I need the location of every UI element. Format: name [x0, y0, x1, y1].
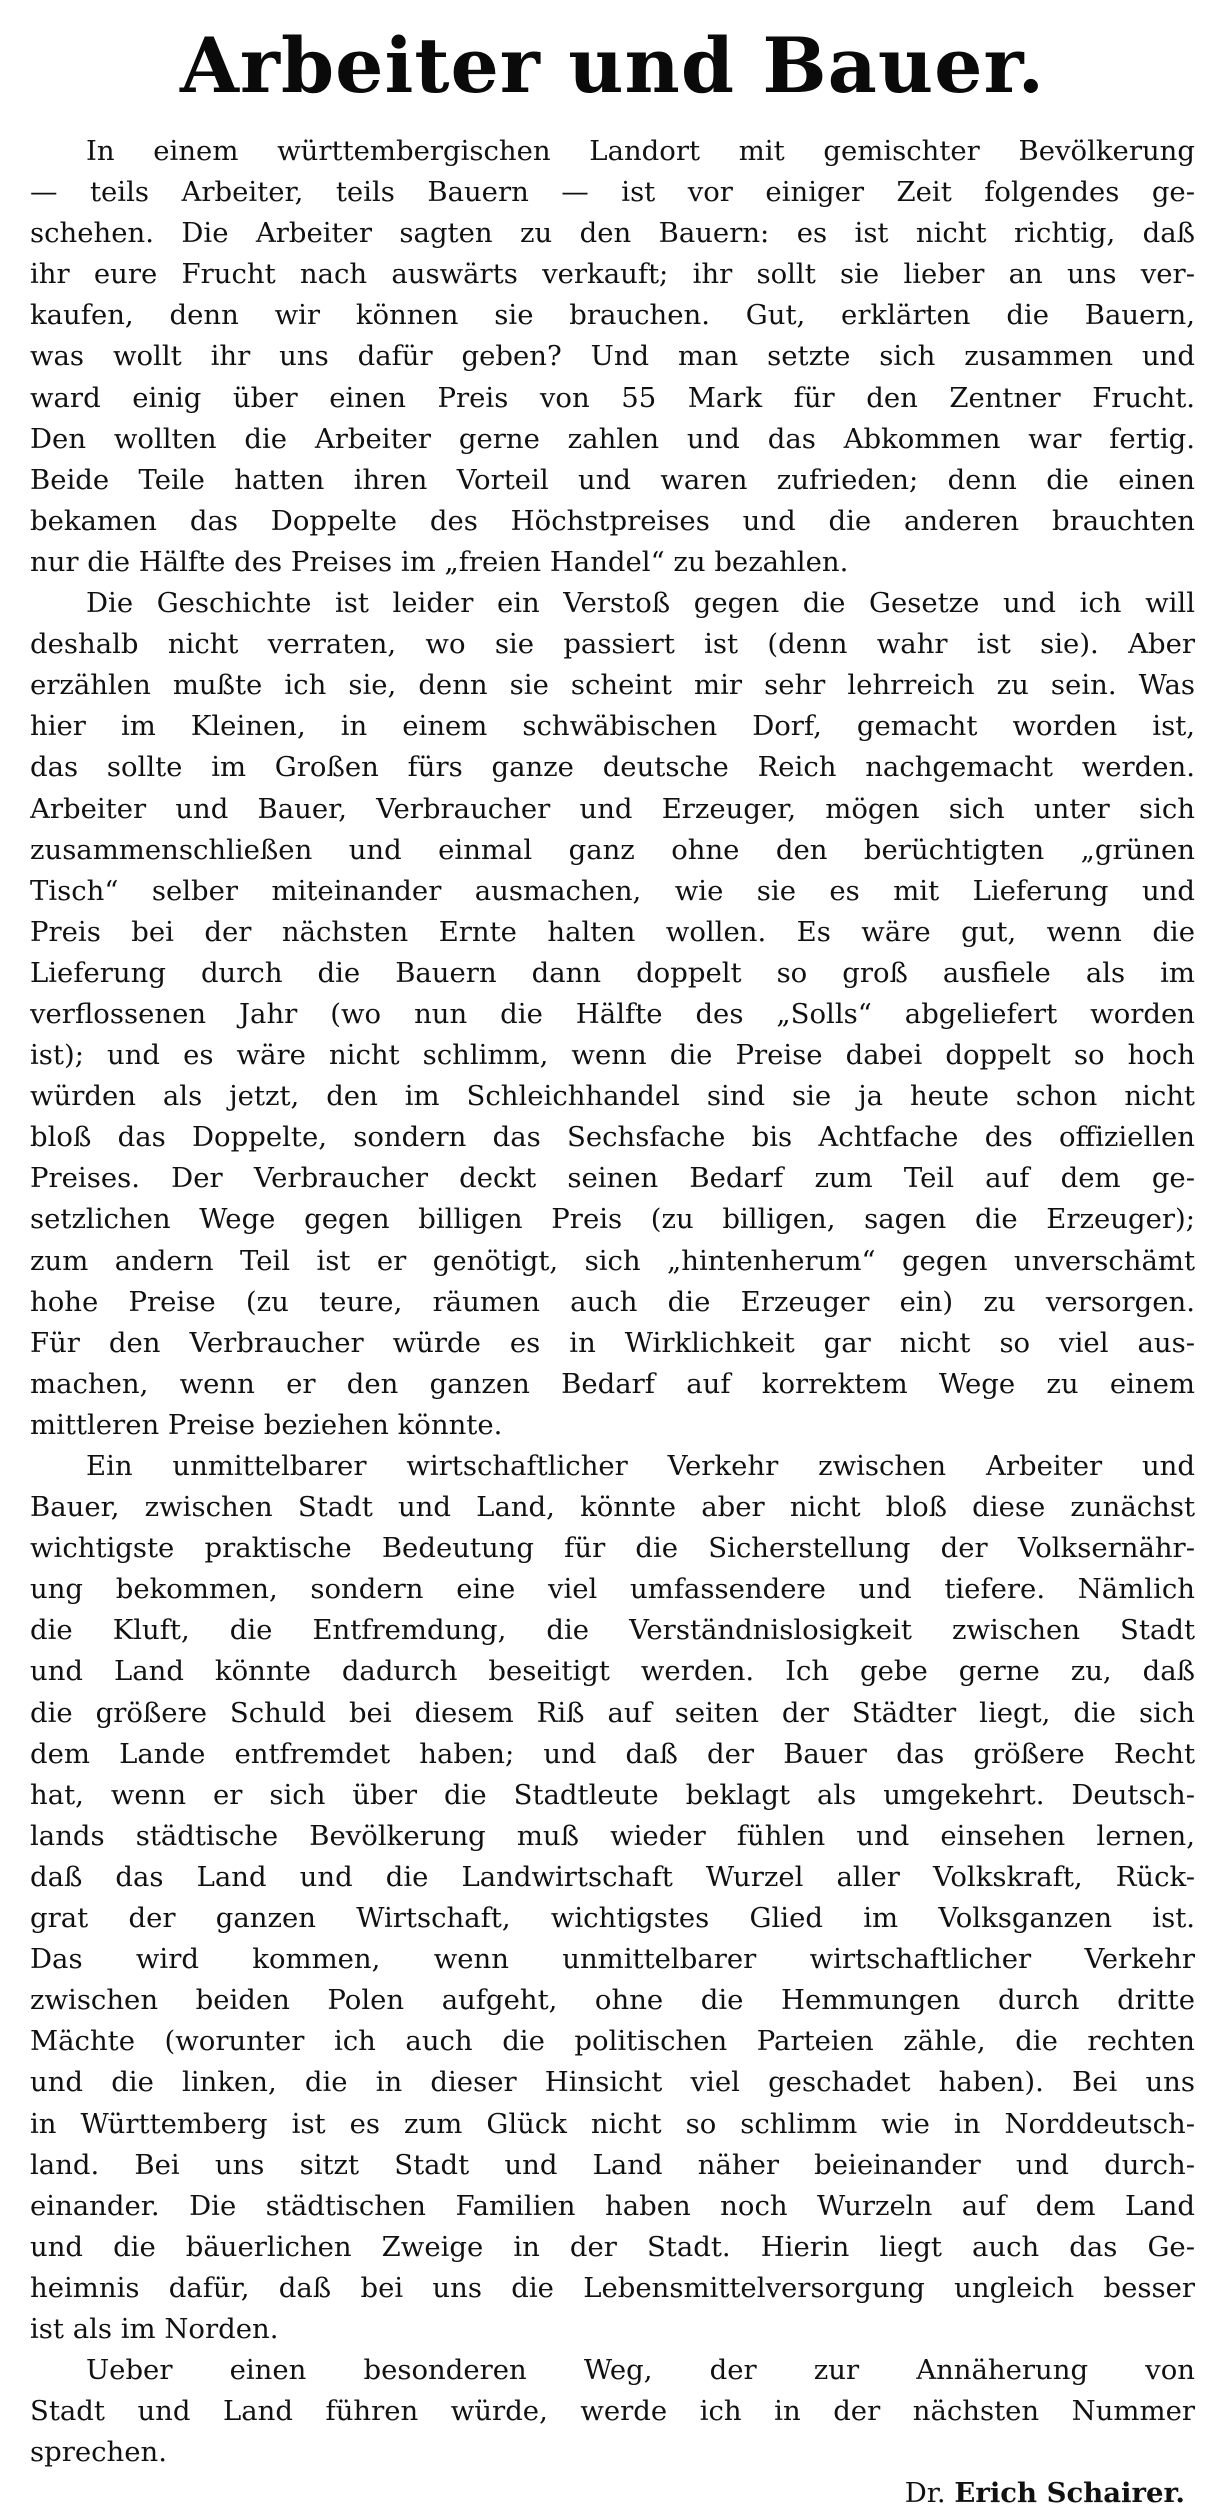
text-line: Beide Teile hatten ihren Vorteil und waren zufrieden; denn die einen [30, 463, 1195, 496]
text-line: zum andern Teil ist er genötigt, sich „hintenherum“ gegen unverschämt [30, 1244, 1195, 1277]
text-line: Arbeiter und Bauer, Verbraucher und Erzeuger, mögen sich unter sich [30, 792, 1195, 825]
text-line: — teils Arbeiter, teils Bauern — ist vor einiger Zeit folgendes ge- [30, 176, 1195, 209]
text-line: bloß das Doppelte, sondern das Sechsfache bis Achtfache des offiziellen [30, 1121, 1195, 1154]
text-line: ung bekommen, sondern eine viel umfassendere und tiefere. Nämlich [30, 1573, 1195, 1606]
text-line: setzlichen Wege gegen billigen Preis (zu billigen, sagen die Erzeuger); [30, 1203, 1195, 1236]
text-line: würden als jetzt, den im Schleichhandel sind sie ja heute schon nicht [30, 1080, 1195, 1113]
text-line: zwischen beiden Polen aufgeht, ohne die Hemmungen durch dritte [30, 1984, 1195, 2017]
text-line: bekamen das Doppelte des Höchstpreises und die anderen brauchten [30, 504, 1195, 537]
text-line: erzählen mußte ich sie, denn sie scheint mir sehr lehrreich zu sein. Was [30, 669, 1195, 702]
text-line: ist); und es wäre nicht schlimm, wenn die Preise dabei doppelt so hoch [30, 1039, 1195, 1072]
text-line: Preis bei der nächsten Ernte halten wollen. Es wäre gut, wenn die [30, 915, 1195, 948]
author-name: Erich Schairer. [954, 2477, 1185, 2510]
text-line: und die bäuerlichen Zweige in der Stadt. Hierin liegt auch das Ge- [30, 2230, 1195, 2263]
text-line: machen, wenn er den ganzen Bedarf auf korrektem Wege zu einem [30, 1367, 1195, 1400]
text-line: die Kluft, die Entfremdung, die Verständnislosigkeit zwischen Stadt [30, 1614, 1195, 1647]
paragraph [30, 2350, 1195, 2473]
text-line: Den wollten die Arbeiter gerne zahlen und das Abkommen war fertig. [30, 422, 1195, 455]
text-line: Stadt und Land führen würde, werde ich in der nächsten Nummer [30, 2395, 1195, 2428]
text-line: Das wird kommen, wenn unmittelbarer wirtschaftlicher Verkehr [30, 1943, 1195, 1976]
text-line: ihr eure Frucht nach auswärts verkauft; ihr sollt sie lieber an uns ver- [30, 258, 1195, 291]
text-line: Tisch“ selber miteinander ausmachen, wie sie es mit Lieferung und [30, 874, 1195, 907]
text-line: hat, wenn er sich über die Stadtleute beklagt als umgekehrt. Deutsch- [30, 1778, 1195, 1811]
text-line: verflossenen Jahr (wo nun die Hälfte des „Solls“ abgeliefert worden [30, 997, 1195, 1030]
text-line: deshalb nicht verraten, wo sie passiert ist (denn wahr ist sie). Aber [30, 628, 1195, 661]
text-line: und die linken, die in dieser Hinsicht viel geschadet haben). Bei uns [30, 2066, 1195, 2099]
text-line: nur die Hälfte des Preises im „freien Handel“ zu bezahlen. [30, 545, 849, 578]
text-line: sprechen. [30, 2436, 167, 2469]
text-line: In einem württembergischen Landort mit gemischter Bevölkerung [86, 135, 1195, 167]
text-line: die größere Schuld bei diesem Riß auf seiten der Städter liegt, die sich [30, 1696, 1195, 1729]
author-title: Dr. [904, 2477, 946, 2510]
paragraph [30, 131, 1195, 583]
newspaper-page [30, 10, 1195, 2510]
text-line: kaufen, denn wir können sie brauchen. Gut, erklärten die Bauern, [30, 299, 1195, 332]
text-line: das sollte im Großen fürs ganze deutsche Reich nachgemacht werden. [30, 751, 1195, 784]
article-body [30, 131, 1195, 2514]
text-line: daß das Land und die Landwirtschaft Wurzel aller Volkskraft, Rück- [30, 1860, 1195, 1893]
text-line: einander. Die städtischen Familien haben noch Wurzeln auf dem Land [30, 2189, 1195, 2222]
article-title: Arbeiter und Bauer. [179, 21, 1046, 110]
text-line: hohe Preise (zu teure, räumen auch die Erzeuger ein) zu versorgen. [30, 1285, 1195, 1318]
text-line: ward einig über einen Preis von 55 Mark für den Zentner Frucht. [30, 381, 1195, 414]
text-line: Die Geschichte ist leider ein Verstoß gegen die Gesetze und ich will [86, 587, 1195, 620]
text-line: zusammenschließen und einmal ganz ohne den berüchtigten „grünen [30, 833, 1195, 866]
author-signature [30, 2473, 1195, 2514]
text-line: Preises. Der Verbraucher deckt seinen Bedarf zum Teil auf dem ge- [30, 1162, 1195, 1195]
text-line: schehen. Die Arbeiter sagten zu den Bauern: es ist nicht richtig, daß [30, 217, 1195, 250]
text-line: land. Bei uns sitzt Stadt und Land näher beieinander und durch- [30, 2148, 1195, 2181]
text-line: mittleren Preise beziehen könnte. [30, 1408, 503, 1441]
text-line: Ueber einen besonderen Weg, der zur Annäherung von [86, 2354, 1195, 2387]
text-line: dem Lande entfremdet haben; und daß der Bauer das größere Recht [30, 1737, 1195, 1770]
text-line: ist als im Norden. [30, 2312, 279, 2345]
text-line: Mächte (worunter ich auch die politischen Parteien zähle, die rechten [30, 2025, 1195, 2058]
text-line: Für den Verbraucher würde es in Wirklichkeit gar nicht so viel aus- [30, 1326, 1195, 1359]
text-line: Bauer, zwischen Stadt und Land, könnte aber nicht bloß diese zunächst [30, 1491, 1195, 1524]
text-line: und Land könnte dadurch beseitigt werden. Ich gebe gerne zu, daß [30, 1655, 1195, 1688]
text-line: grat der ganzen Wirtschaft, wichtigstes Glied im Volksganzen ist. [30, 1902, 1195, 1935]
text-line: lands städtische Bevölkerung muß wieder fühlen und einsehen lernen, [30, 1819, 1195, 1852]
paragraph [30, 583, 1195, 1446]
text-line: hier im Kleinen, in einem schwäbischen Dorf, gemacht worden ist, [30, 710, 1195, 743]
paragraph [30, 1446, 1195, 2350]
text-line: Ein unmittelbarer wirtschaftlicher Verkehr zwischen Arbeiter und [86, 1450, 1195, 1482]
text-line: was wollt ihr uns dafür geben? Und man setzte sich zusammen und [30, 340, 1195, 373]
text-line: Lieferung durch die Bauern dann doppelt so groß ausfiele als im [30, 956, 1195, 989]
text-line: in Württemberg ist es zum Glück nicht so schlimm wie in Norddeutsch- [30, 2107, 1195, 2140]
text-line: wichtigste praktische Bedeutung für die Sicherstellung der Volksernähr- [30, 1532, 1195, 1565]
text-line: heimnis dafür, daß bei uns die Lebensmittelversorgung ungleich besser [30, 2271, 1195, 2304]
